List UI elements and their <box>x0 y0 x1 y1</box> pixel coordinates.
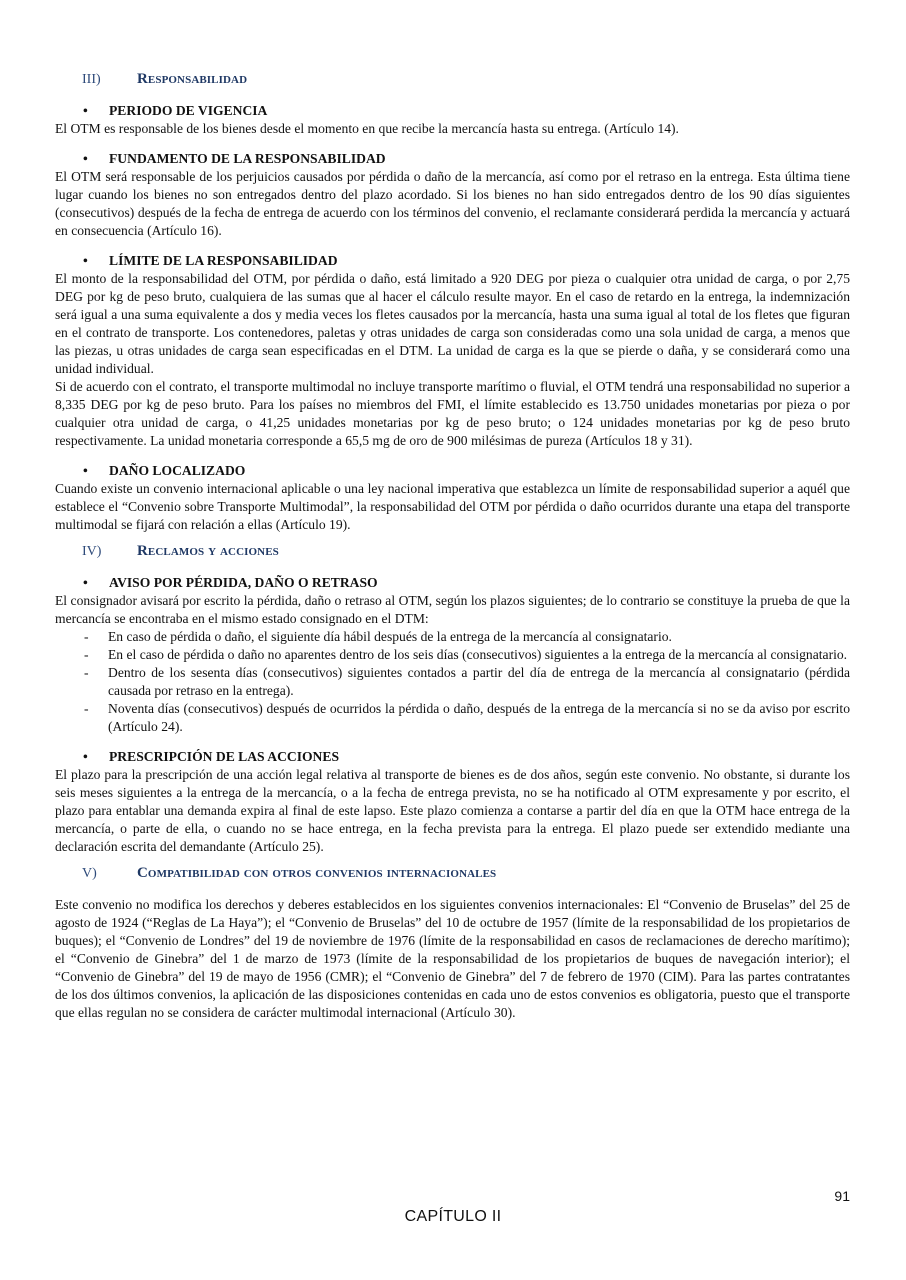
paragraph-dano: Cuando existe un convenio internacional aplicable o una ley nacional imperativa que establezca un límite de responsabilidad superior a aquél que establece el “Convenio sobre Transporte Multimodal”, la responsabilidad del OTM por pérdida o daño ocurridos durante una etapa del transporte multimodal se fijará con relación a ellas (Artículo 19). <box>55 481 850 532</box>
bullet-icon: • <box>83 575 88 590</box>
section-heading-3 <box>55 70 850 90</box>
dash-marker: - <box>84 629 89 644</box>
subheading-limite <box>55 252 850 270</box>
list-item <box>55 646 850 664</box>
subheading-text: FUNDAMENTO DE LA RESPONSABILIDAD <box>109 151 386 166</box>
subheading-dano <box>55 462 850 480</box>
subheading-prescripcion <box>55 748 850 766</box>
list-item <box>55 628 850 646</box>
list-item-text: Noventa días (consecutivos) después de ocurridos la pérdida o daño, después de la entrega de la mercancía si no se da aviso por escrito (Artículo 24). <box>108 701 850 734</box>
subheading-aviso <box>55 574 850 592</box>
section-number: III) <box>82 72 101 87</box>
subheading-text: DAÑO LOCALIZADO <box>109 463 246 478</box>
aviso-list <box>55 628 850 736</box>
bullet-icon: • <box>83 103 88 118</box>
list-item <box>55 664 850 700</box>
paragraph-limite-1: El monto de la responsabilidad del OTM, por pérdida o daño, está limitado a 920 DEG por pieza o cualquier otra unidad de carga, o por 2,75 DEG por kg de peso bruto, cualquiera de las sumas que al hacer el cálculo resulte mayor. En el caso de retardo en la entrega, la indemnización será igual a una suma equivalente a dos y media veces los fletes causados por la mercancía, hasta una suma igual al total de los fletes que figuran en el contrato de transporte. Los contenedores, paletas y otras unidades de carga son consideradas como una sola unidad de carga, a menos que las piezas, u otras unidades de carga sean especificadas en el DTM. La unidad de carga es la que se pierde o daña, y se considerará como una unidad individual. <box>55 271 850 376</box>
list-item-text: En el caso de pérdida o daño no aparentes dentro de los seis días (consecutivos) siguientes a la entrega de la mercancía al consignatario. <box>108 647 848 662</box>
paragraph-prescripcion: El plazo para la prescripción de una acción legal relativa al transporte de bienes es de dos años, según este convenio. No obstante, si durante los seis meses siguientes a la entrega de la mercancía, o a la fecha de entrega prevista, no se ha notificado al OTM expresamente y por escrito, el plazo para entablar una demanda expira al final de este lapso. Este plazo comienza a contarse a partir del día en que la OTM hace entrega de la mercancía, o parte de ella, o cuando no se hace entrega, en la fecha prevista para la entrega. El plazo puede ser extendido mediante una declaración escrita del demandante (Artículo 25). <box>55 767 850 854</box>
bullet-icon: • <box>83 253 88 268</box>
section-number: V) <box>82 866 97 881</box>
page-number: 91 <box>834 1188 850 1204</box>
list-item-text: Dentro de los sesenta días (consecutivos) siguientes contados a partir del día de entrega de la mercancía al consignatario (pérdida causada por retraso en la entrega). <box>108 665 850 698</box>
subheading-text: LÍMITE DE LA RESPONSABILIDAD <box>109 253 338 268</box>
bullet-icon: • <box>83 151 88 166</box>
dash-marker: - <box>84 647 89 662</box>
subheading-text: PERIODO DE VIGENCIA <box>109 103 268 118</box>
dash-marker: - <box>84 665 89 680</box>
subheading-text: AVISO POR PÉRDIDA, DAÑO O RETRASO <box>109 575 378 590</box>
section-title: Responsabilidad <box>137 71 248 87</box>
bullet-icon: • <box>83 749 88 764</box>
paragraph-compatibilidad: Este convenio no modifica los derechos y deberes establecidos en los siguientes convenios internacionales: El “Convenio de Bruselas” del 25 de agosto de 1924 (“Reglas de La Haya”); el “Convenio de Bruselas” del 10 de octubre de 1957 (límite de la responsabilidad de los propietarios de buques); el “Convenio de Londres” del 19 de noviembre de 1976 (límite de la responsabilidad en casos de reclamaciones de derecho marítimo); el “Convenio de Ginebra” del 1 de marzo de 1973 (límite de la responsabilidad de los propietarios de buques de navegación interior); el “Convenio de Ginebra” del 19 de mayo de 1956 (CMR); el “Convenio de Ginebra” del 7 de febrero de 1970 (CIM). Para las partes contratantes de los dos últimos convenios, la aplicación de las disposiciones contenidas en cada uno de estos convenios es obligatoria, puesto que el transporte que ellas regulan no se considera de carácter multimodal internacional (Artículo 30). <box>55 897 850 1020</box>
bullet-icon: • <box>83 463 88 478</box>
subheading-periodo <box>55 102 850 120</box>
paragraph-aviso: El consignador avisará por escrito la pérdida, daño o retraso al OTM, según los plazos siguientes; de lo contrario se constituye la prueba de que la mercancía se encontraba en el mismo estado consignado en el DTM: <box>55 593 850 626</box>
list-item <box>55 700 850 736</box>
paragraph-fundamento: El OTM será responsable de los perjuicios causados por pérdida o daño de la mercancía, así como por el retraso en la entrega. Esta última tiene lugar cuando los bienes no son entregados dentro del plazo acordado. Si los bienes no han sido entregados dentro de los 90 días siguientes (consecutivos) después de la fecha de entrega de acuerdo con los términos del convenio, el reclamante considerará perdida la mercancía y actuará en consecuencia (Artículo 16). <box>55 169 850 238</box>
section-heading-5 <box>55 864 850 884</box>
section-heading-4 <box>55 542 850 562</box>
section-title: Compatibilidad con otros convenios internacionales <box>137 865 497 881</box>
paragraph-periodo: El OTM es responsable de los bienes desde el momento en que recibe la mercancía hasta su entrega. (Artículo 14). <box>55 121 679 136</box>
chapter-footer: CAPÍTULO II <box>404 1208 502 1225</box>
document-body <box>55 70 850 1022</box>
paragraph-limite-2: Si de acuerdo con el contrato, el transporte multimodal no incluye transporte marítimo o fluvial, el OTM tendrá una responsabilidad no superior a 8,335 DEG por kg de peso bruto. Para los países no miembros del FMI, el límite establecido es 13.750 unidades monetarias por pieza o por cualquier otra unidad de carga, o 41,25 unidades monetarias por kg de peso bruto; o 124 unidades monetarias por kg de peso bruto respectivamente. La unidad monetaria corresponde a 65,5 mg de oro de 900 milésimas de pureza (Artículos 18 y 31). <box>55 379 850 448</box>
subheading-fundamento <box>55 150 850 168</box>
dash-marker: - <box>84 701 89 716</box>
section-title: Reclamos y acciones <box>137 543 279 559</box>
list-item-text: En caso de pérdida o daño, el siguiente día hábil después de la entrega de la mercancía al consignatario. <box>108 629 672 644</box>
subheading-text: PRESCRIPCIÓN DE LAS ACCIONES <box>109 749 340 764</box>
section-number: IV) <box>82 544 102 559</box>
